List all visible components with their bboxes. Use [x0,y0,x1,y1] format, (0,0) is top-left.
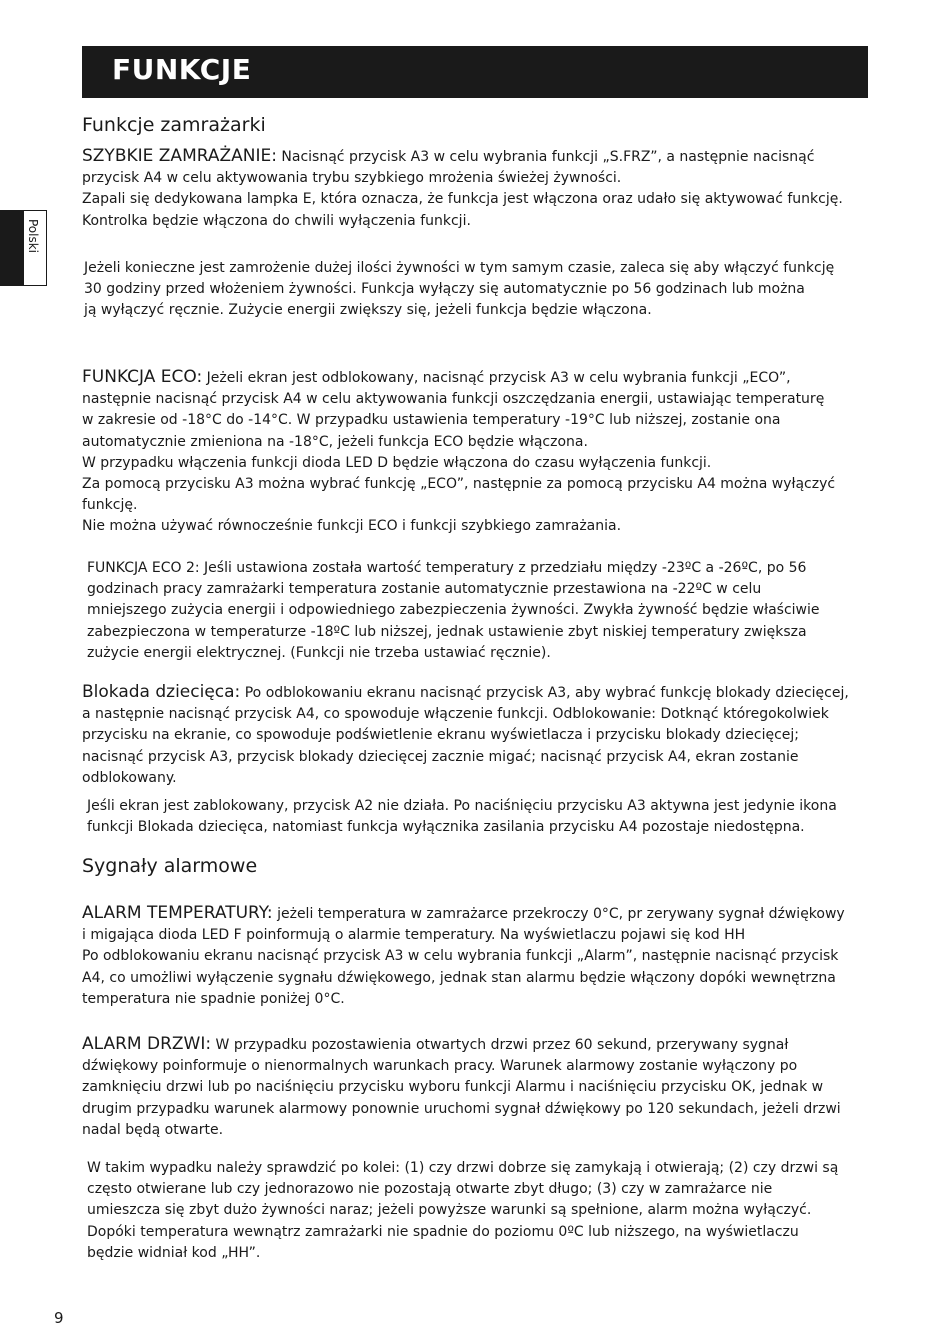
text-line: godzinach pracy zamrażarki temperatura zostanie automatycznie przestawiona na -22ºC w celu [87,581,762,598]
text-line: zabezpieczona w temperaturze -18ºC lub niższej, jednak ustawienie zbyt niskiej temperatury zwiększa [87,623,807,640]
text-line: będzie widniał kod „HH”. [87,1244,261,1261]
text-line: Jeżeli konieczne jest zamrożenie dużej ilości żywności w tym samym czasie, zaleca się aby włączyć funkcję [84,260,835,276]
text-line: często otwierane lub czy jednorazowo nie pozostają otwarte zbyt długo; (3) czy w zamrażarce nie [87,1181,773,1198]
child-lock-lead: Blokada dziecięca: [82,682,241,702]
text-line: FUNKCJA ECO 2: Jeśli ustawiona została wartość temperatury z przedziału między -23ºC a -26ºC, po 56 [87,560,807,576]
eco-paragraph [82,367,835,538]
page-title: FUNKCJE [112,53,252,86]
text-line: zamknięciu drzwi lub po naciśnięciu przycisku wyboru funkcji Alarmu i naciśnięciu przycisku OK, jednak w [82,1079,824,1096]
text-line: Jeżeli ekran jest odblokowany, nacisnąć przycisk A3 w celu wybrania funkcji „ECO”, [202,370,791,386]
text-line: następnie nacisnąć przycisk A4 w celu aktywowania funkcji oszczędzania energii, ustawiając temperaturę [82,391,825,408]
text-line: funkcji Blokada dziecięca, natomiast funkcja wyłącznika zasilania przycisku A4 pozostaje niedostępna. [87,819,805,836]
text-line: mniejszego zużycia energii i odpowiedniego zabezpieczenia żywności. Zwykła żywność będzie właściwie [87,602,820,619]
text-line: temperatura nie spadnie poniżej 0°C. [82,990,345,1007]
text-line: Zapali się dedykowana lampka E, która oznacza, że funkcja jest włączona oraz udało się aktywować funkcję. [82,191,843,208]
section-title-alarms: Sygnały alarmowe [82,855,258,877]
text-line: 30 godziny przed włożeniem żywności. Funkcja wyłączy się automatycznie po 56 godzinach lub można [84,281,805,298]
text-line: Za pomocą przycisku A3 można wybrać funkcję „ECO”, następnie za pomocą przycisku A4 można wyłączyć [82,476,836,493]
header-bar [82,46,868,98]
text-line: nacisnąć przycisk A3, przycisk blokady dziecięcej zacznie migać; nacisnąć przycisk A4, ekran zostanie [82,748,799,765]
text-line: Kontrolka będzie włączona do chwili wyłączenia funkcji. [82,212,471,229]
text-line: Nacisnąć przycisk A3 w celu wybrania funkcji „S.FRZ”, a następnie nacisnąć [276,149,815,165]
text-line: zużycie energii elektrycznej. (Funkcji nie trzeba ustawiać ręcznie). [87,644,551,661]
text-line: przycisku na ekranie, co spowoduje podświetlenie ekranu wyświetlacza i przycisku blokady dziecięcej; [82,727,800,744]
text-line: Po odblokowaniu ekranu nacisnąć przycisk A3, aby wybrać funkcję blokady dziecięcej, [240,685,849,701]
text-line: ją wyłączyć ręcznie. Zużycie energii zwiększy się, jeżeli funkcja będzie włączona. [84,302,652,319]
fast-freeze-note [84,258,834,322]
eco2-paragraph [87,558,819,664]
temperature-alarm-paragraph [82,903,845,1010]
text-line: umieszcza się zbyt dużo żywności naraz; jeżeli powyższe warunki są spełnione, alarm można wyłączyć. [87,1202,812,1219]
door-alarm-paragraph [82,1034,841,1141]
child-lock-note [87,796,837,838]
text-line: w zakresie od -18°C do -14°C. W przypadku ustawienia temperatury -19°C lub niższej, zostanie ona [82,412,781,429]
temperature-alarm-lead: ALARM TEMPERATURY: [82,903,273,923]
door-alarm-lead: ALARM DRZWI: [82,1034,212,1054]
door-alarm-note [87,1158,838,1264]
text-line: drugim przypadku warunek alarmowy ponownie uruchomi sygnał dźwiękowy po 120 sekundach, jeżeli drzwi [82,1100,841,1117]
text-line: Nie można używać równocześnie funkcji ECO i funkcji szybkiego zamrażania. [82,518,622,535]
text-line: Po odblokowaniu ekranu nacisnąć przycisk A3 w celu wybrania funkcji „Alarm”, następnie nacisnąć przycisk [82,948,839,965]
text-line: W przypadku pozostawienia otwartych drzwi przez 60 sekund, przerywany sygnał [211,1037,789,1053]
text-line: jeżeli temperatura w zamrażarce przekroczy 0°C, pr zerywany sygnał dźwiękowy [272,906,845,922]
text-line: a następnie nacisnąć przycisk A4, co spowoduje włączenie funkcji. Odblokowanie: Dotknąć któregokolwiek [82,706,829,723]
text-line: przycisk A4 w celu aktywowania trybu szybkiego mrożenia świeżej żywności. [82,170,622,187]
text-line: nadal będą otwarte. [82,1121,224,1138]
text-line: Dopóki temperatura wewnątrz zamrażarki nie spadnie do poziomu 0ºC lub niższego, na wyświetlaczu [87,1223,799,1240]
fast-freeze-lead: SZYBKIE ZAMRAŻANIE: [82,146,277,166]
text-line: automatycznie zmieniona na -18°C, jeżeli funkcja ECO będzie włączona. [82,433,588,450]
text-line: odblokowany. [82,769,177,786]
text-line: W takim wypadku należy sprawdzić po kolei: (1) czy drzwi dobrze się zamykają i otwierają; (2) czy drzwi są [87,1160,839,1176]
text-line: W przypadku włączenia funkcji dioda LED D będzie włączona do czasu wyłączenia funkcji. [82,454,712,471]
eco-lead: FUNKCJA ECO: [82,367,203,387]
section-title-freezer: Funkcje zamrażarki [82,114,266,136]
text-line: dźwiękowy poinformuje o nienormalnych warunkach pracy. Warunek alarmowy zostanie wyłączony po [82,1058,798,1075]
language-tab [0,210,47,286]
text-line: i migająca dioda LED F poinformują o alarmie temperatury. Na wyświetlaczu pojawi się kod HH [82,927,746,944]
text-line: A4, co umożliwi wyłączenie sygnału dźwiękowego, jednak stan alarmu będzie włączony dopóki wewnętrzna [82,969,836,986]
child-lock-paragraph [82,682,849,789]
text-line: funkcję. [82,497,138,514]
language-label: Polski [26,219,40,254]
fast-freeze-paragraph [82,146,843,232]
page-number: 9 [54,1309,64,1327]
text-line: Jeśli ekran jest zablokowany, przycisk A2 nie działa. Po naciśnięciu przycisku A3 aktywna jest jedynie ikona [87,798,837,814]
